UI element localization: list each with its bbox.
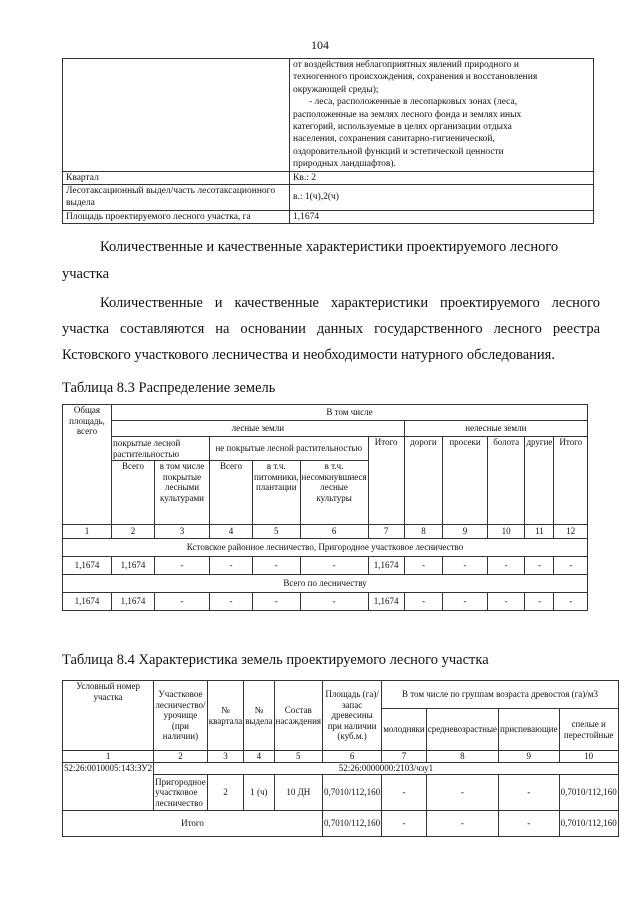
land-distribution-table: Общая площадь, всего В том числе лесные земли нелесные земли покрытые лесной растительностью не покрытые лесной растительностью Итого дороги просеки болота другие Итого Всего в том числе покрытые лесными культурами Всего в т.ч. питомники, плантации в т.ч. несомкнувшиеся лесные культуры 1 2 3 4 5 6 7 8 9 10 11 12 Кстовское районное лесничество, Пригородное участковое лесничество 1,1674 1,1674 - - - - 1,1674 - - - - - Всего по лесничеству 1,1674 1,1674 - - - - 1,1674 - - - - - [62, 404, 588, 611]
table-row: Квартал Кв.: 2 [63, 171, 594, 184]
table-row: Пригородное участковое лесничество 2 1 (ч) 10 ДН 0,7010/112,160 - - - 0,7010/112,160 [63, 775, 619, 811]
table3-caption: Таблица 8.3 Распределение земель [62, 380, 276, 396]
page-number: 104 [311, 38, 329, 52]
table-row: Площадь проектируемого лесного участка, га 1,1674 [63, 210, 594, 223]
table4-caption: Таблица 8.4 Характеристика земель проектируемого лесного участка [62, 652, 489, 668]
section-heading-line1: Количественные и качественные характеристики проектируемого лесного [100, 239, 559, 255]
forest-info-table [62, 58, 594, 224]
table-row: 1,1674 1,1674 - - - - 1,1674 - - - - - [63, 557, 588, 575]
table-total-row: Итого 0,7010/112,160 - - - 0,7010/112,160 [63, 811, 619, 837]
body-paragraph: Количественные и качественные характеристики проектируемого лесного участка составляются на основании данных государственного лесного реестра Кстовского участкового лесничества и необходимости натурного обследования. [62, 295, 600, 363]
column-numbers: 1 2 3 4 5 6 7 8 9 10 [63, 751, 619, 763]
continuation-text: от воздействия неблагоприятных явлений природного и техногенного происхождения, сохранения и восстановления окружающей среды); - леса, расположенные в лесопарковых зонах (леса, расположенные на землях лесного фонда и землях иных категорий, используемые в целях организации отдыха населения, сохранения санитарно-гигиенической, оздоровительной функций и эстетической ценности природных ландшафтов). [290, 59, 594, 172]
land-characteristics-table: Условный номер участка Участковое лесничество/урочище (при наличии) № квартала № выдела Состав насаждения Площадь (га)/запас древесины при наличии (куб.м.) В том числе по группам возраста древостоя (га)/м3 молодняки средневозрастные приспевающие спелые и перестойные 1 2 3 4 5 6 7 8 9 10 52:26:0010005:143:ЗУ2 52:26:0000000:2103/чзу1 Пригородное участковое лесничество 2 1 (ч) 10 ДН 0,7010/112,160 - - - 0,7010/112,160 Итого 0,7010/112,160 - - - 0,7010/112,160 [62, 680, 619, 837]
section-heading-line2: участка [62, 266, 110, 282]
table-row: Лесотаксационный выдел/часть лесотаксационного выдела в.: 1(ч),2(ч) [63, 185, 594, 211]
table-row: 1,1674 1,1674 - - - - 1,1674 - - - - - [63, 593, 588, 611]
column-numbers: 1 2 3 4 5 6 7 8 9 10 11 12 [63, 525, 588, 539]
